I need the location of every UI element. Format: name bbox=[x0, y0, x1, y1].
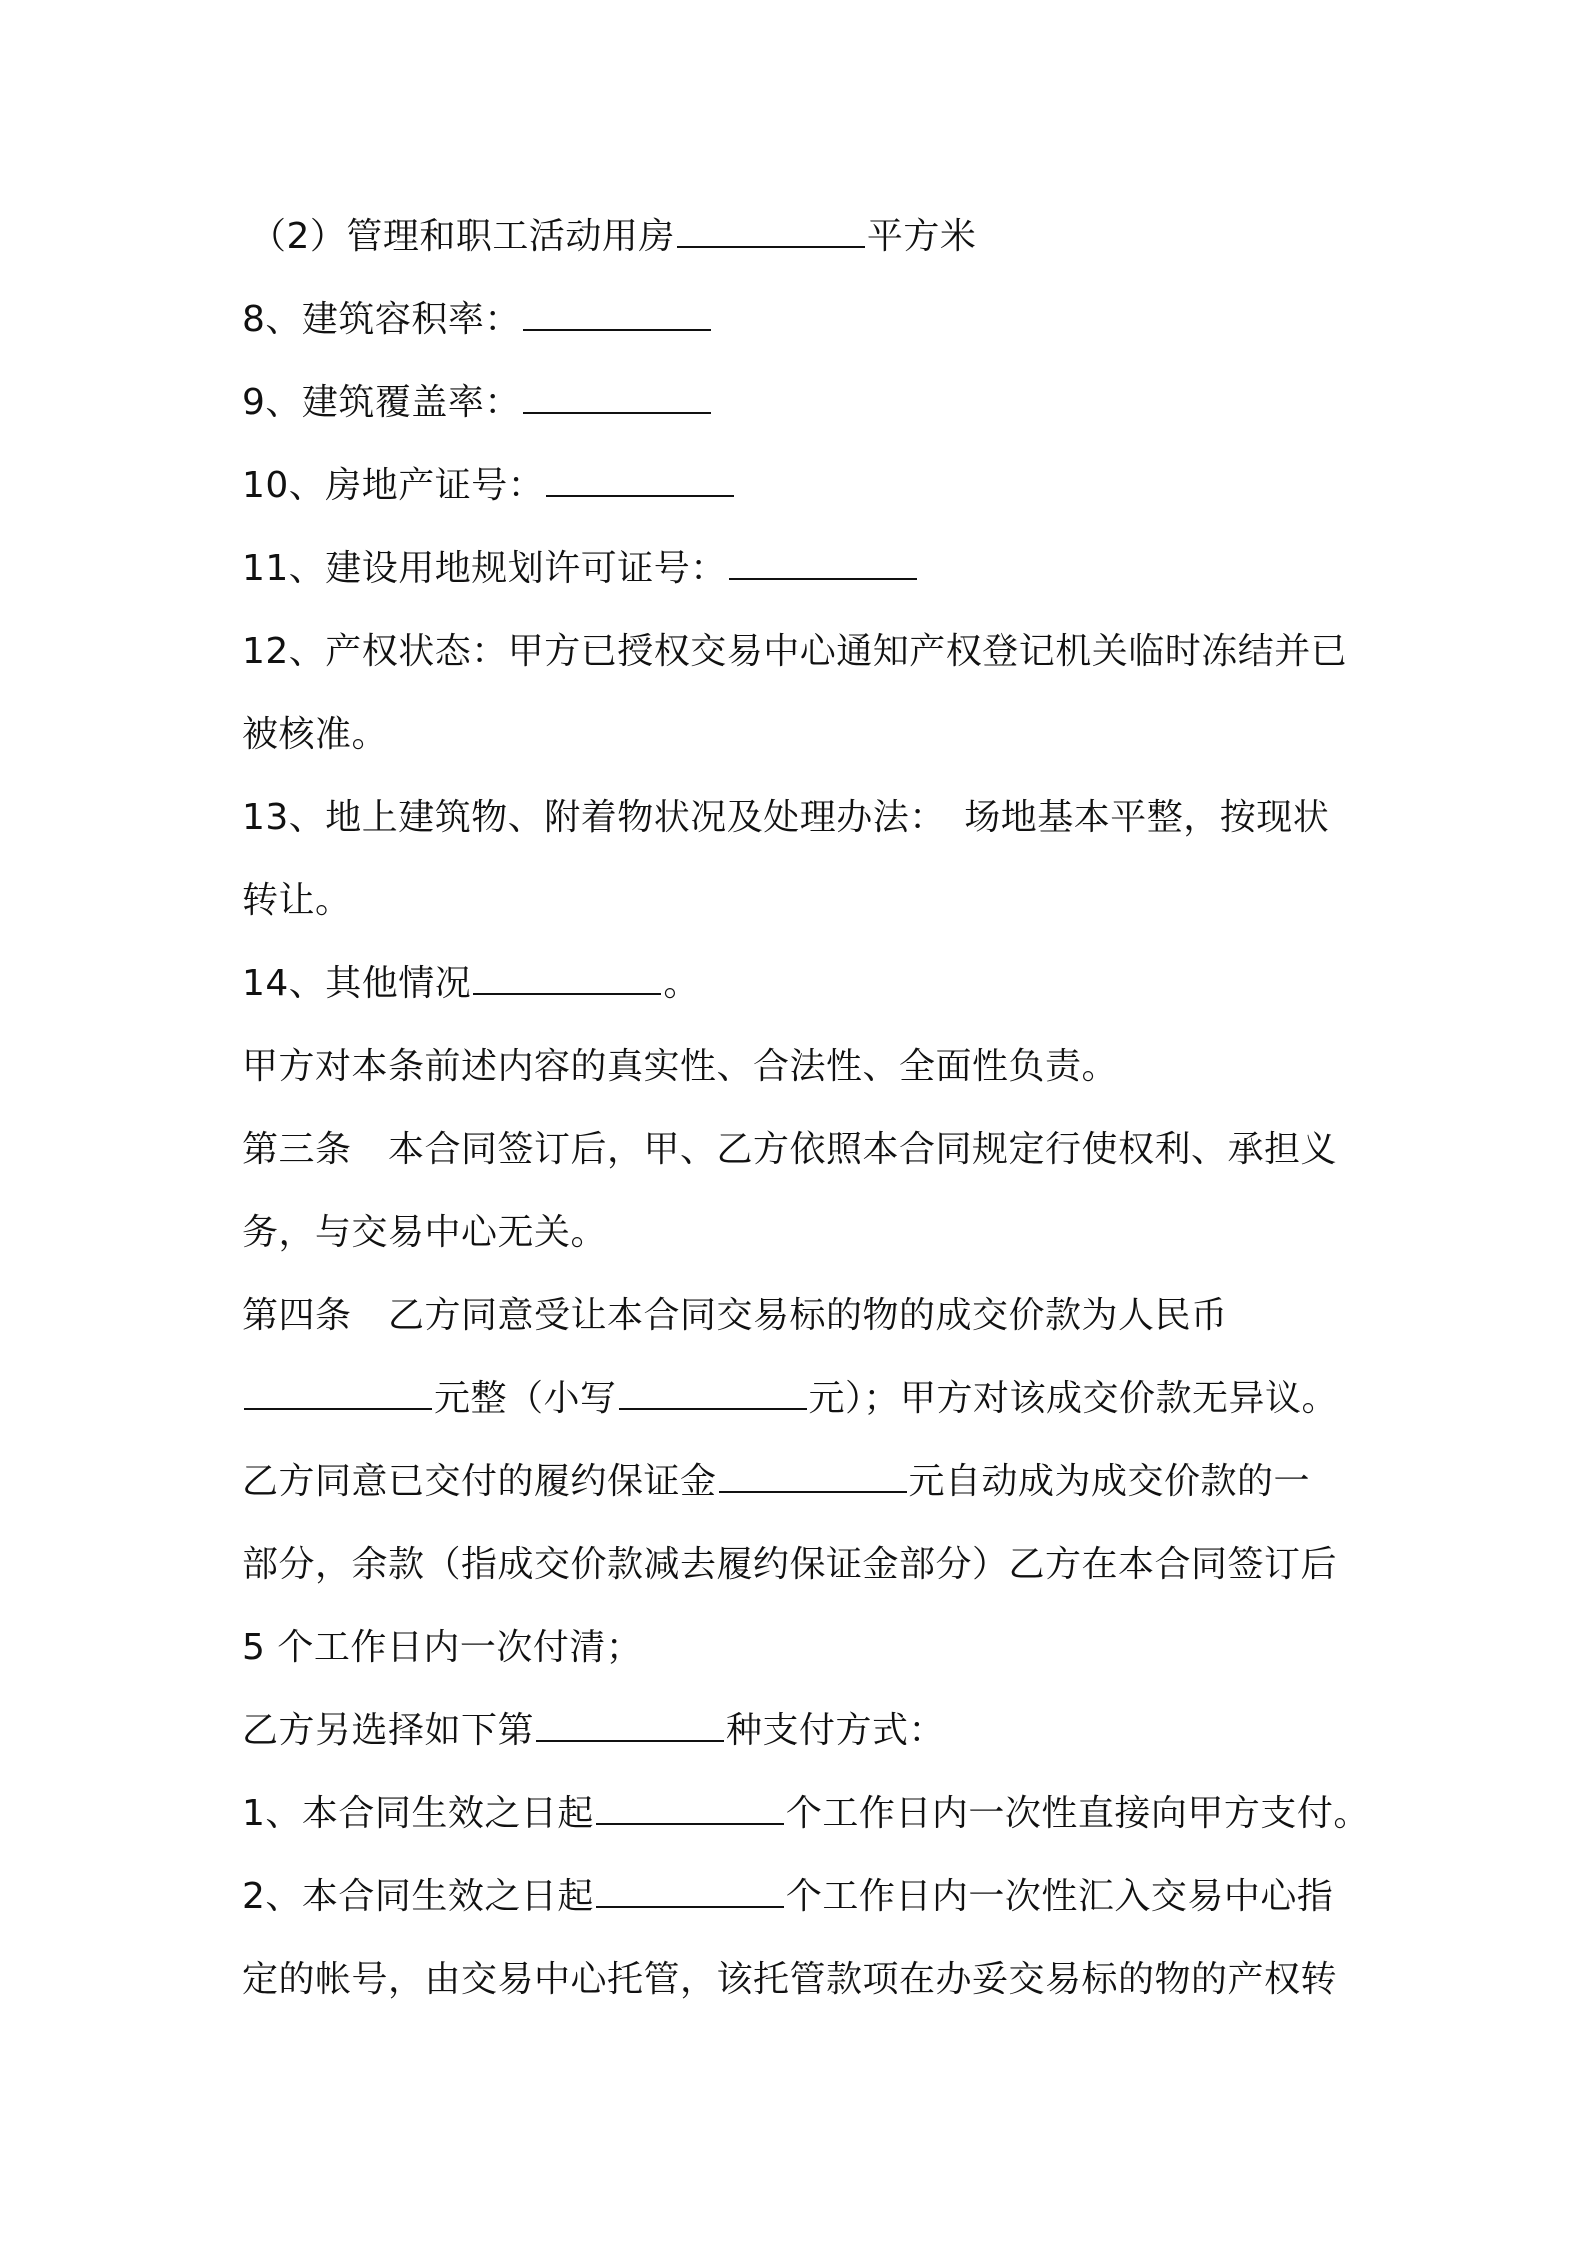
fill-in-blank bbox=[473, 963, 661, 995]
text-segment: 2、本合同生效之日起 bbox=[242, 1876, 594, 1917]
fill-in-blank bbox=[719, 1461, 907, 1493]
text-segment: 种支付方式： bbox=[726, 1710, 946, 1751]
fill-in-blank bbox=[536, 1710, 724, 1742]
text-line bbox=[242, 610, 1382, 693]
text-line bbox=[242, 1938, 1382, 2021]
text-segment: 务，与交易中心无关。 bbox=[242, 1212, 608, 1253]
text-line bbox=[242, 527, 1382, 610]
text-line bbox=[242, 1440, 1382, 1523]
text-segment: 。 bbox=[663, 963, 700, 1004]
text-segment: 平方米 bbox=[866, 216, 977, 257]
text-segment: 乙方同意已交付的履约保证金 bbox=[242, 1461, 717, 1502]
text-line bbox=[242, 278, 1382, 361]
fill-in-blank bbox=[244, 1378, 432, 1410]
fill-in-blank bbox=[729, 548, 917, 580]
text-line bbox=[242, 1108, 1382, 1191]
text-line bbox=[242, 1689, 1382, 1772]
fill-in-blank bbox=[677, 216, 865, 248]
text-segment: 元）；甲方对该成交价款无异议。 bbox=[808, 1378, 1339, 1419]
fill-in-blank bbox=[596, 1793, 784, 1825]
text-line bbox=[242, 1274, 1382, 1357]
text-line bbox=[242, 444, 1382, 527]
text-line bbox=[242, 1025, 1382, 1108]
text-segment: 5 个工作日内一次付清； bbox=[242, 1627, 643, 1668]
fill-in-blank bbox=[619, 1378, 807, 1410]
text-line bbox=[242, 361, 1382, 444]
text-segment: 1、本合同生效之日起 bbox=[242, 1793, 594, 1834]
document-body bbox=[242, 195, 1382, 2021]
fill-in-blank bbox=[523, 382, 711, 414]
text-segment: 部分，余款（指成交价款减去履约保证金部分）乙方在本合同签订后 bbox=[242, 1544, 1338, 1585]
text-segment: 转让。 bbox=[242, 880, 352, 921]
text-segment: 被核准。 bbox=[242, 714, 389, 755]
text-segment: （2）管理和职工活动用房 bbox=[250, 216, 675, 257]
text-line bbox=[242, 859, 1382, 942]
text-segment: 10、房地产证号： bbox=[242, 465, 545, 506]
text-segment: 第四条 乙方同意受让本合同交易标的物的成交价款为人民币 bbox=[242, 1295, 1228, 1336]
text-line bbox=[242, 1523, 1382, 1606]
text-segment: 9、建筑覆盖率： bbox=[242, 382, 521, 423]
text-segment: 甲方对本条前述内容的真实性、合法性、全面性负责。 bbox=[242, 1046, 1119, 1087]
text-line bbox=[242, 1855, 1382, 1938]
text-line bbox=[242, 1357, 1382, 1440]
text-segment: 元自动成为成交价款的一 bbox=[908, 1461, 1311, 1502]
text-line bbox=[242, 776, 1382, 859]
text-segment: 乙方另选择如下第 bbox=[242, 1710, 535, 1751]
text-segment: 个工作日内一次性汇入交易中心指 bbox=[785, 1876, 1334, 1917]
text-segment: 12、产权状态：甲方已授权交易中心通知产权登记机关临时冻结并已 bbox=[242, 631, 1348, 672]
text-segment: 第三条 本合同签订后，甲、乙方依照本合同规定行使权利、承担义 bbox=[242, 1129, 1338, 1170]
text-segment: 8、建筑容积率： bbox=[242, 299, 521, 340]
text-line bbox=[242, 195, 1382, 278]
text-segment: 14、其他情况 bbox=[242, 963, 472, 1004]
text-segment: 个工作日内一次性直接向甲方支付。 bbox=[785, 1793, 1370, 1834]
text-line bbox=[242, 942, 1382, 1025]
text-line bbox=[242, 1606, 1382, 1689]
text-line bbox=[242, 1772, 1382, 1855]
text-segment: 13、地上建筑物、附着物状况及处理办法： 场地基本平整，按现状 bbox=[242, 797, 1330, 838]
text-segment: 11、建设用地规划许可证号： bbox=[242, 548, 727, 589]
fill-in-blank bbox=[523, 299, 711, 331]
fill-in-blank bbox=[596, 1876, 784, 1908]
text-segment: 元整（小写 bbox=[434, 1378, 617, 1419]
text-line bbox=[242, 693, 1382, 776]
fill-in-blank bbox=[546, 465, 734, 497]
text-line bbox=[242, 1191, 1382, 1274]
text-segment: 定的帐号，由交易中心托管，该托管款项在办妥交易标的物的产权转 bbox=[242, 1959, 1338, 2000]
